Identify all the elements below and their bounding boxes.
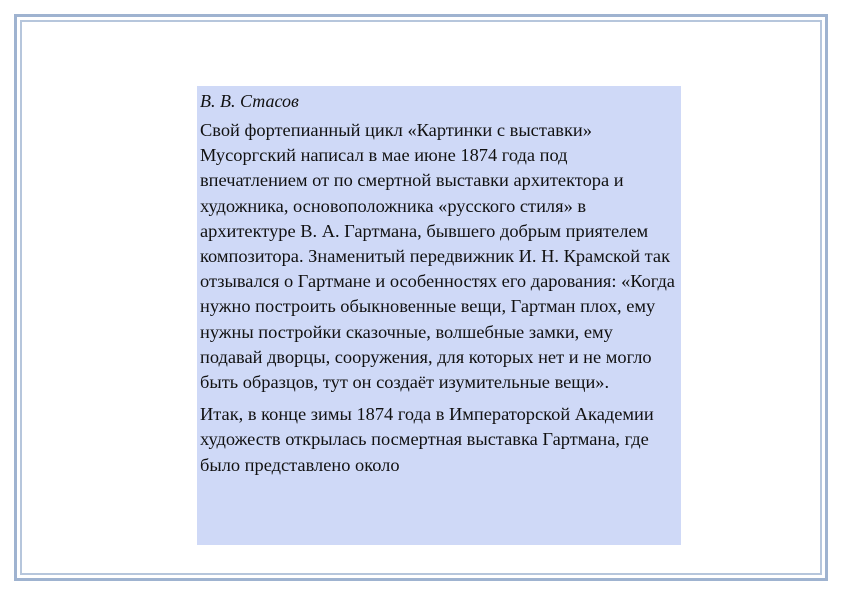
paragraph-1: Свой фортепианный цикл «Картинки с выставки» Мусоргский написал в мае июне 1874 года под впечатлением от по смертной выставки архитектора и художника, основоположника «русского стиля» в архитектуре В. А. Гартмана, бывшего добрым приятелем композитора. Знаменитый передвижник И. Н. Крамской так отзывался о Гартмане и особенностях его дарования: «Когда нужно построить обыкновенные вещи, Гартман плох, ему нужны постройки сказочные, волшебные замки, ему подавай дворцы, сооружения, для которых нет и не могло быть образцов, тут он создаёт изумительные вещи». — [200, 120, 675, 393]
paragraph-2: Итак, в конце зимы 1874 года в Императорской Академии художеств открылась посмертная выставка Гартмана, где было представлено около — [200, 404, 654, 475]
text-block — [197, 86, 681, 545]
author-heading: В. В. Стасов — [200, 91, 299, 111]
